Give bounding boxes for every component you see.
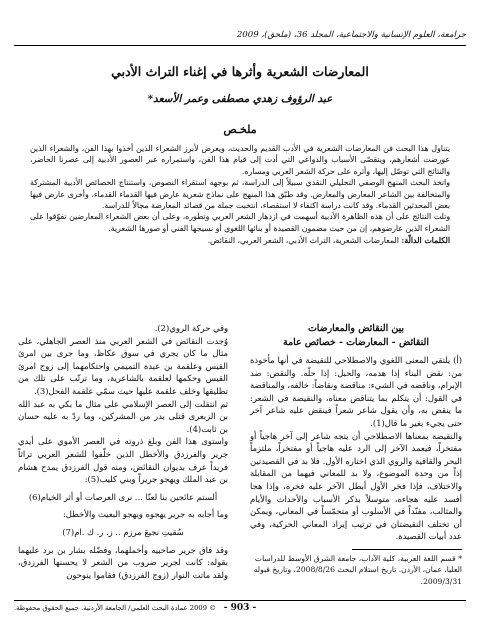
- body-paragraph: واستوى هذا الفن وبلغ ذروته في العصر الأموي على أيدي جرير والفرزدق والأخطل الذين خلّفوا للشعر العربي تراثاً فريداً عرف بديوان النقائض، ومنه قول الفرزدق يمدح هشام بن عبد الملك ويهجو جريراً وبني كليب(5):: [18, 436, 228, 485]
- footer: [14, 603, 466, 617]
- verse: سُقيتِ نجيعَ مرزم .. ز. ر. ك .ام(7): [62, 526, 184, 537]
- footer-rule: [14, 600, 466, 601]
- abstract: [30, 143, 450, 247]
- keywords: [30, 235, 450, 246]
- section-subheading: النقائض - المعارضات - خصائص عامة: [283, 337, 429, 348]
- page-number: - 903 -: [223, 603, 257, 613]
- header-rule: [14, 45, 466, 46]
- body-paragraph: ثم انتقلت إلى العصر الإسلامي على مثال ما بكي به عبد الله بن الزبعرى قتلى بدر من المشركين، وما ردّ به عليه حسان بن ثابت(4).: [18, 398, 228, 434]
- authors: عبد الرؤوف زهدي مصطفى وعمر الأسعد*: [147, 93, 333, 105]
- abstract-paragraph: يتناول هذا البحث فن المعارضات الشعرية في الأدب القديم والحديث، ويعرض لأبرز الشعراء الذين أخذوا بهذا الفن، والشعراء الذين عورضت أشعارهم، ويتقصّى الأسباب والدواعي التي أدت إلى قيام هذا الفن، واستمراره عبر العصور الأدبية إلى عصرنا الحاضر، والنتائج التي توصّل إليها، وأثره على حركة الشعر العربي ومساره.: [30, 144, 450, 176]
- running-header: جرامعة، العلوم الإنسانية والاجتماعية، المجلّد 36، (ملحق)، 2009: [236, 30, 466, 40]
- body-paragraph: وما أجابه به جرير يهجوه ويهجو البعيث والأخطل:: [62, 509, 228, 520]
- abstract-paragraph: واتخذ البحث المنهج الوصفي التحليلي النقدي سبيلاً إلى الدراسة، ثم بوجهه استقراء النصوص، واستنتاج الخصائص الأدبية المشتركة والمتخالفة بين الشاعر المعارض والمعارض. وقد طبّق هذا المنهج على نماذج شعرية عارض فيها القدماء القدماء، وأخرى عارض فيها بعض المحدثين القدماء. وقد كانت دراسة اكتفاء لا استقصاء، انتخبت جملة من قصائد المعارضة مجالاً للدراسة.: [30, 178, 450, 211]
- footnote-rule: [352, 549, 462, 550]
- paper-title: المعارضات الشعرية وأثرها في إغناء التراث الأدبي: [111, 64, 369, 79]
- body-paragraph: (أ) يلتقي المعنى اللغوي والاصطلاحي للنقيضة في أنها مأخوذة من: نقض البناء إذا هدمه، والحبل: إذا حلّه. والنقض: ضد الإبرام، وناقضه في الشيء: مناقضة ونقاضاً: خالفه، والمناقضة في القول: أن يتكلم بما يتناقض معناه، والنقيضة في الشعر: ما ينقض به، وأن يقول شاعر شعراً فينقض عليه شاعر آخر حتى يجيء بغير ما قال(1).: [250, 355, 462, 428]
- left-column: [18, 322, 228, 581]
- body-paragraph: وفي حركة الروي(2).: [154, 323, 228, 333]
- footnote: * قسم اللغة العربية، كلية الآداب، جامعة الشرق الأوسط للدراسات العليا، عمان، الأردن. تاريخ استلام البحث 2008/8/26، وتاريخ قبوله 2009/3/31.: [253, 553, 462, 586]
- keywords-label: الكلمات الدالّة:: [401, 236, 450, 246]
- body-paragraph: وقد فاق جرير صاحبيه وأخملهما، وفضّله بشار بن برد عليهما بقوله: كانت لجرير ضروب من الشعر لا يحسنها الفرزدق، ولقد ماتت النوار (زوج الفرزدق) فقاموا ينوحون: [18, 544, 228, 580]
- section-heading: بين النقائض والمعارضات: [307, 323, 405, 334]
- copyright: © 2009 عمادة البحث العلمي/ الجامعة الأردنية. جميع الحقوق محفوظة.: [14, 604, 217, 612]
- keywords-text: المعارضات الشعرية، التراث الأدبي، الشعر العربي، النقائض.: [207, 236, 399, 246]
- verse: ألستم عائجين بنا لعنّا ... نرى العرصات أو أثر الخيام(6): [28, 491, 218, 502]
- abstract-heading: ملخـص: [223, 123, 257, 136]
- body-paragraph: وُجدت النقائض في الشعر العربي منذ العصر الجاهلي، على مثال ما كان يجري في سوق عكاظ، وما جرى بين امرئ القيس وعلقمة بن عبدة التميمي واحتكامهما إلى زوج امرئ القيس وحكمها لعلقمة بالشاعرية، وما ترتّب على تلك من تطليقها وخلف علقمة عليها حيث سمّي علقمة الفحل(3).: [18, 335, 228, 396]
- right-column: [250, 322, 462, 587]
- body-paragraph: والنقيضة بمعناها الاصطلاحي أن يتجه شاعر إلى آخر هاجياً أو مفتخراً، فيعمد الآخر إلى الرد عليه هاجياً أو مفتخراً، ملتزماً البحر والقافية والروي الذي اختاره الأول. فلا بد في القصيدتين إذاً من وحدة الموضوع، ولا بد للمعاني فيهما من المقابلة والاختلاف، فإذا فخر الأول أبطل الآخر عليه فخره، وإذا هجا أفسد عليه هجاءه، متوسلاً بذكر الأسباب والأحداث والأيام والمثالب، مفنّداً في الأسلوب أو متحمّساً في المعاني، ويمكن أن تختلف النقيضتان في ترتيب إيراد المعاني الحركية، وفي عدد أبيات القصيدة.: [250, 430, 462, 542]
- abstract-paragraph: وتلت النتائج على أن هذه الظاهرة الأدبية أسهمت في ازدهار الشعر العربي وتطوره، وعلى أن بعض الشعراء المعارضين تفوّقوا على الشعراء الذين عارضوهم، إن من حيث مضمون القصيدة أو بنائها اللغوي أو نسيجها الفني أو صورها الشعرية.: [30, 212, 450, 233]
